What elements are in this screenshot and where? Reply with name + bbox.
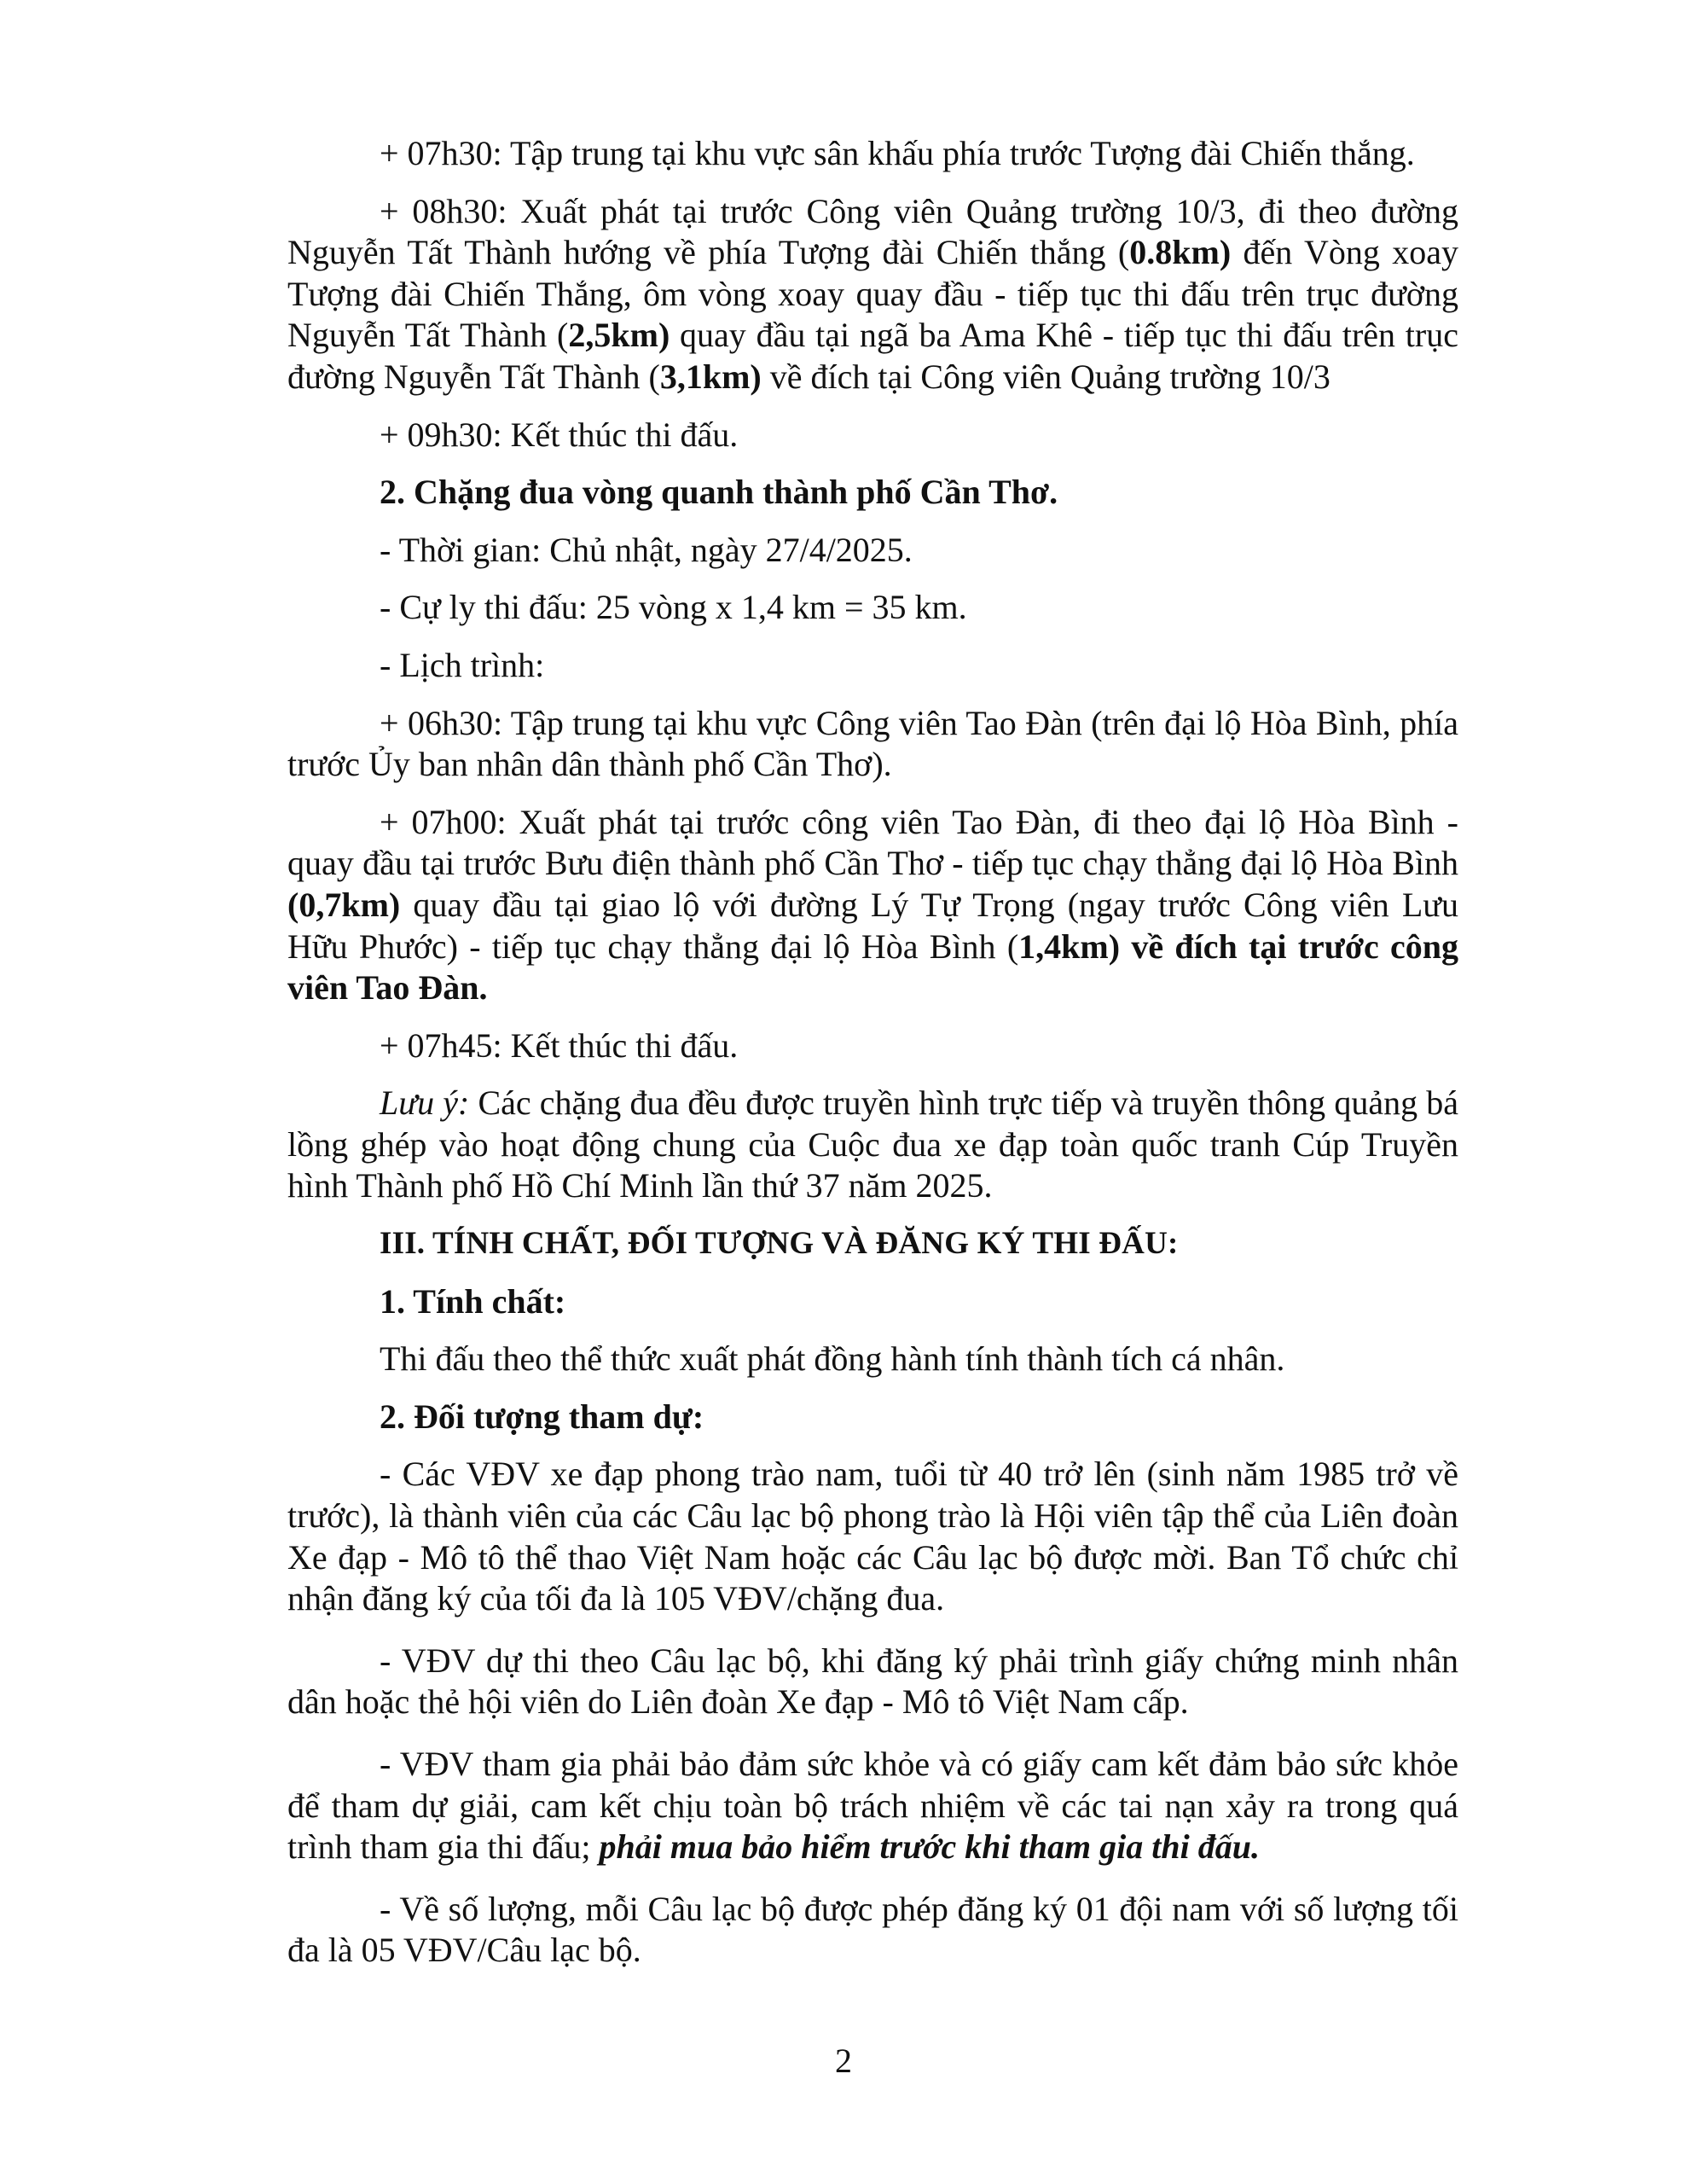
stage2-finish-line: + 07h45: Kết thúc thi đấu.	[380, 1025, 739, 1065]
page-content	[287, 133, 1458, 1988]
subjects-quantity-paragraph: - Về số lượng, mỗi Câu lạc bộ được phép đăng ký 01 đội nam với số lượng tối đa là 05 VĐV/Câu lạc bộ.	[287, 1889, 1458, 1970]
broadcast-note: Lưu ý: Các chặng đua đều được truyền hình trực tiếp và truyền thông quảng bá lồng ghép vào hoạt động chung của Cuộc đua xe đạp toàn quốc tranh Cúp Truyền hình Thành phố Hồ Chí Minh lần thứ 37 năm 2025.	[287, 1083, 1458, 1205]
stage2-gather-paragraph: + 06h30: Tập trung tại khu vực Công viên Tao Đàn (trên đại lộ Hòa Bình, phía trước Ủy ban nhân dân thành phố Cần Thơ).	[287, 703, 1458, 784]
stage2-schedule-label: - Lịch trình:	[380, 645, 545, 684]
stage2-heading: 2. Chặng đua vòng quanh thành phố Cần Thơ.	[380, 473, 1058, 512]
stage1-finish-line: + 09h30: Kết thúc thi đấu.	[380, 415, 739, 454]
subjects-heading: 2. Đối tượng tham dự:	[380, 1397, 704, 1436]
subjects-registration-paragraph: - VĐV dự thi theo Câu lạc bộ, khi đăng ký phải trình giấy chứng minh nhân dân hoặc thẻ hội viên do Liên đoàn Xe đạp - Mô tô Việt Nam cấp.	[287, 1641, 1458, 1722]
nature-text: Thi đấu theo thể thức xuất phát đồng hành tính thành tích cá nhân.	[380, 1339, 1285, 1379]
subjects-eligibility-paragraph: - Các VĐV xe đạp phong trào nam, tuổi từ 40 trở lên (sinh năm 1985 trở về trước), là thành viên của các Câu lạc bộ phong trào là Hội viên tập thể của Liên đoàn Xe đạp - Mô tô thể thao Việt Nam hoặc các Câu lạc bộ được mời. Ban Tổ chức chỉ nhận đăng ký của tối đa là 105 VĐV/chặng đua.	[287, 1455, 1458, 1618]
page-number: 2	[835, 2042, 852, 2080]
stage1-start-paragraph: + 08h30: Xuất phát tại trước Công viên Quảng trường 10/3, đi theo đường Nguyễn Tất Thành hướng về phía Tượng đài Chiến thắng (0.8km) đến Vòng xoay Tượng đài Chiến Thắng, ôm vòng xoay quay đầu - tiếp tục thi đấu trên trục đường Nguyễn Tất Thành (2,5km) quay đầu tại ngã ba Ama Khê - tiếp tục thi đấu trên trục đường Nguyễn Tất Thành (3,1km) về đích tại Công viên Quảng trường 10/3	[287, 191, 1459, 396]
stage2-distance: - Cự ly thi đấu: 25 vòng x 1,4 km = 35 km.	[380, 588, 967, 627]
section3-heading: III. TÍNH CHẤT, ĐỐI TƯỢNG VÀ ĐĂNG KÝ THI ĐẤU:	[380, 1226, 1179, 1262]
nature-heading: 1. Tính chất:	[380, 1281, 566, 1321]
stage1-gather-line: + 07h30: Tập trung tại khu vực sân khấu phía trước Tượng đài Chiến thắng.	[380, 134, 1415, 172]
stage2-start-paragraph: + 07h00: Xuất phát tại trước công viên Tao Đàn, đi theo đại lộ Hòa Bình - quay đầu tại trước Bưu điện thành phố Cần Thơ - tiếp tục chạy thẳng đại lộ Hòa Bình (0,7km) quay đầu tại giao lộ với đường Lý Tự Trọng (ngay trước Công viên Lưu Hữu Phước) - tiếp tục chạy thẳng đại lộ Hòa Bình (1,4km) về đích tại trước công viên Tao Đàn.	[287, 802, 1459, 1008]
stage2-time: - Thời gian: Chủ nhật, ngày 27/4/2025.	[380, 530, 913, 569]
subjects-health-paragraph: - VĐV tham gia phải bảo đảm sức khỏe và có giấy cam kết đảm bảo sức khỏe để tham dự giải, cam kết chịu toàn bộ trách nhiệm về các tai nạn xảy ra trong quá trình tham gia thi đấu; phải mua bảo hiểm trước khi tham gia thi đấu.	[287, 1745, 1458, 1867]
